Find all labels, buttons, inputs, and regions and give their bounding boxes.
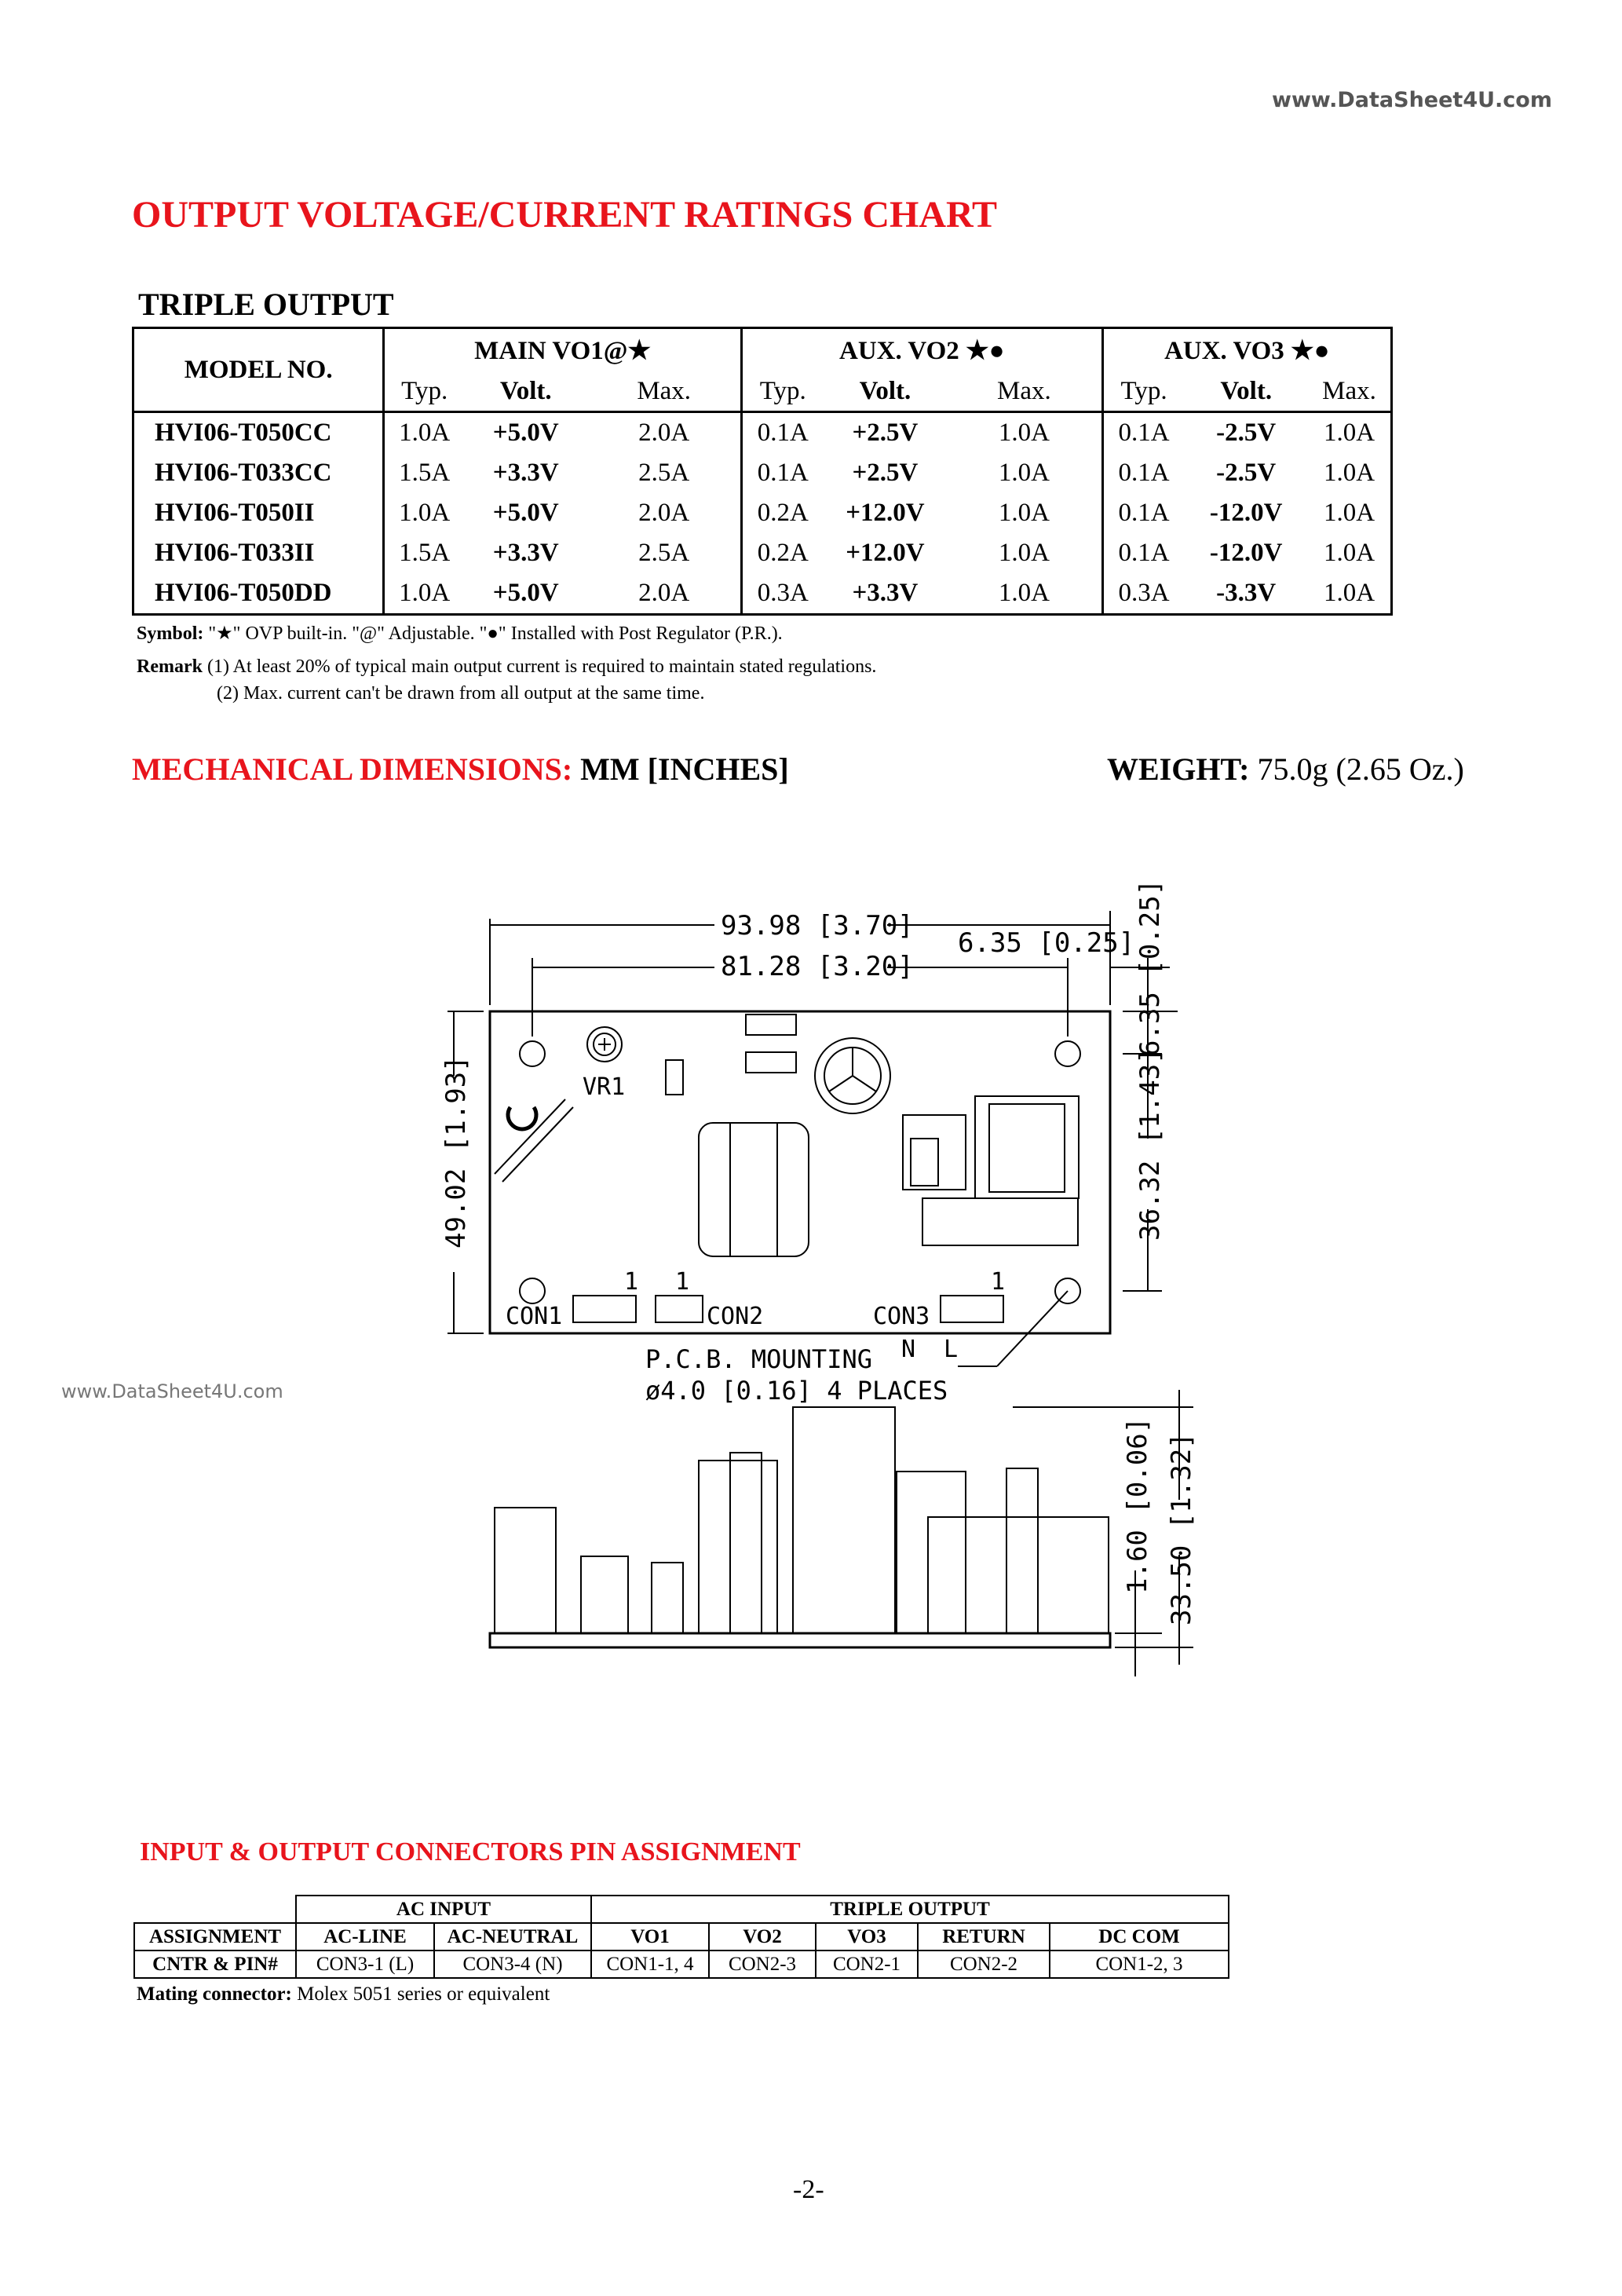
table-row bbox=[133, 573, 1392, 615]
value-cell: 1.0A bbox=[947, 453, 1102, 493]
assignment-cell: VO2 bbox=[709, 1923, 816, 1951]
pin1-label: 1 bbox=[991, 1268, 1006, 1296]
pin-cell: CNTR & PIN# bbox=[134, 1951, 296, 1978]
value-cell: +3.3V bbox=[492, 539, 559, 567]
sub-typ: Typ. bbox=[384, 371, 464, 412]
pin1-label: 1 bbox=[624, 1268, 639, 1296]
value-cell: +5.0V bbox=[492, 419, 559, 447]
sub-volt: Volt. bbox=[1184, 371, 1308, 412]
ratings-subtitle: TRIPLE OUTPUT bbox=[138, 287, 394, 322]
mechanical-title-red: MECHANICAL DIMENSIONS: bbox=[132, 751, 581, 787]
weight-label: WEIGHT: bbox=[1107, 751, 1258, 787]
value-cell: +3.3V bbox=[492, 459, 559, 487]
mechanical-units: MM [INCHES] bbox=[580, 751, 789, 787]
pcb-side-outline bbox=[490, 1633, 1110, 1647]
table-row bbox=[133, 453, 1392, 493]
assignment-cell: ASSIGNMENT bbox=[134, 1923, 296, 1951]
value-cell: 2.0A bbox=[588, 573, 742, 615]
value-cell: +2.5V bbox=[852, 459, 919, 487]
weight bbox=[1107, 751, 1464, 788]
con2-label: CON2 bbox=[707, 1303, 764, 1330]
drawing-lines bbox=[448, 911, 1193, 1676]
con3-label: CON3 bbox=[873, 1303, 930, 1330]
value-cell: 0.1A bbox=[1102, 493, 1184, 533]
mounting-label: P.C.B. MOUNTING bbox=[645, 1344, 872, 1374]
assignment-cell: VO1 bbox=[591, 1923, 709, 1951]
pcb-top-outline bbox=[490, 1011, 1110, 1333]
dim-width-label: 93.98 [3.70] bbox=[721, 910, 914, 941]
value-cell: 0.1A bbox=[741, 412, 823, 454]
page-number: -2- bbox=[793, 2175, 824, 2204]
watermark-side: www.DataSheet4U.com bbox=[61, 1380, 283, 1402]
mounting-spec: ø4.0 [0.16] 4 PLACES bbox=[645, 1376, 948, 1406]
sub-max: Max. bbox=[1308, 371, 1392, 412]
value-cell: 2.5A bbox=[588, 533, 742, 573]
empty-cell bbox=[134, 1896, 296, 1923]
n-label: N bbox=[901, 1336, 916, 1363]
inductor-top bbox=[699, 1123, 809, 1256]
ratings-table bbox=[132, 327, 1393, 616]
value-cell: 0.1A bbox=[741, 453, 823, 493]
value-cell: 0.2A bbox=[741, 493, 823, 533]
sub-typ: Typ. bbox=[1102, 371, 1184, 412]
assignment-cell: AC-LINE bbox=[296, 1923, 434, 1951]
value-cell: -12.0V bbox=[1209, 499, 1283, 527]
sub-volt: Volt. bbox=[824, 371, 948, 412]
remark-1: (1) At least 20% of typical main output current is required to maintain stated regulations. bbox=[202, 656, 877, 677]
table-row bbox=[133, 533, 1392, 573]
sub-volt: Volt. bbox=[464, 371, 588, 412]
value-cell: 0.1A bbox=[1102, 412, 1184, 454]
ac-input-header: AC INPUT bbox=[296, 1896, 591, 1923]
model-cell: HVI06-T050DD bbox=[133, 573, 384, 615]
model-cell: HVI06-T050CC bbox=[133, 412, 384, 454]
value-cell: 0.1A bbox=[1102, 453, 1184, 493]
value-cell: 1.0A bbox=[947, 493, 1102, 533]
value-cell: 1.0A bbox=[1308, 573, 1392, 615]
capacitor-side bbox=[793, 1407, 895, 1633]
dim-hole-vspan-label: 36.32 [1.43] bbox=[1134, 1047, 1166, 1241]
value-cell: 1.0A bbox=[1308, 533, 1392, 573]
remark-2: (2) Max. current can't be drawn from all output at the same time. bbox=[217, 683, 705, 704]
dim-pcb-label: 1.60 [0.06] bbox=[1122, 1417, 1153, 1594]
symbol-label: Symbol: bbox=[137, 623, 204, 644]
value-cell: 0.3A bbox=[1102, 573, 1184, 615]
mechanical-drawing bbox=[416, 879, 1201, 1680]
value-cell: 1.0A bbox=[1308, 453, 1392, 493]
pin-cell: CON3-4 (N) bbox=[434, 1951, 591, 1978]
group-aux-vo3: AUX. VO3 ★● bbox=[1102, 328, 1391, 372]
mating-label: Mating connector: bbox=[137, 1983, 292, 2005]
symbol-text: "★" OVP built-in. "@" Adjustable. "●" Installed with Post Regulator (P.R.). bbox=[203, 623, 783, 644]
value-cell: 1.0A bbox=[384, 412, 464, 454]
value-cell: -12.0V bbox=[1209, 539, 1283, 567]
value-cell: +5.0V bbox=[492, 499, 559, 527]
con1-label: CON1 bbox=[506, 1303, 563, 1330]
con2-connector bbox=[656, 1296, 703, 1322]
pin1-label: 1 bbox=[675, 1268, 690, 1296]
dim-total-height-label: 33.50 [1.32] bbox=[1166, 1432, 1197, 1625]
model-cell: HVI06-T033CC bbox=[133, 453, 384, 493]
assignment-cell: VO3 bbox=[816, 1923, 918, 1951]
value-cell: +12.0V bbox=[846, 499, 925, 527]
assignment-cell: AC-NEUTRAL bbox=[434, 1923, 591, 1951]
mount-hole bbox=[1055, 1041, 1080, 1066]
pin-cell: CON2-2 bbox=[918, 1951, 1050, 1978]
value-cell: 1.5A bbox=[384, 453, 464, 493]
inductor-side bbox=[699, 1461, 777, 1633]
sub-max: Max. bbox=[588, 371, 742, 412]
value-cell: 1.0A bbox=[384, 493, 464, 533]
group-aux-vo2: AUX. VO2 ★● bbox=[741, 328, 1102, 372]
table-row bbox=[134, 1923, 1229, 1951]
value-cell: +3.3V bbox=[824, 573, 948, 615]
value-cell: 0.2A bbox=[741, 533, 823, 573]
value-cell: -2.5V bbox=[1216, 419, 1277, 447]
value-cell: 1.0A bbox=[947, 573, 1102, 615]
weight-value: 75.0g (2.65 Oz.) bbox=[1257, 751, 1464, 787]
remark-note bbox=[137, 656, 876, 678]
value-cell: 0.1A bbox=[1102, 533, 1184, 573]
watermark-top: www.DataSheet4U.com bbox=[1272, 88, 1552, 112]
value-cell: 1.5A bbox=[384, 533, 464, 573]
dim-hole-span-label: 81.28 [3.20] bbox=[721, 951, 914, 982]
group-main-vo1: MAIN VO1@★ bbox=[384, 328, 742, 372]
sub-max: Max. bbox=[947, 371, 1102, 412]
value-cell: 2.0A bbox=[588, 412, 742, 454]
mating-text: Molex 5051 series or equivalent bbox=[291, 1983, 550, 2005]
dim-height-label: 49.02 [1.93] bbox=[440, 1055, 472, 1249]
con1-connector bbox=[573, 1296, 636, 1322]
value-cell: 1.0A bbox=[384, 573, 464, 615]
transformer-top bbox=[975, 1096, 1079, 1198]
value-cell: 1.0A bbox=[947, 533, 1102, 573]
value-cell: +2.5V bbox=[852, 419, 919, 447]
value-cell: -2.5V bbox=[1216, 459, 1277, 487]
model-header: MODEL NO. bbox=[133, 328, 384, 412]
value-cell: 0.3A bbox=[741, 573, 823, 615]
sub-typ: Typ. bbox=[741, 371, 823, 412]
dim-hole-offset-label: 6.35 [0.25] bbox=[958, 927, 1135, 959]
remark-label: Remark bbox=[137, 656, 203, 677]
ratings-title: OUTPUT VOLTAGE/CURRENT RATINGS CHART bbox=[132, 194, 998, 236]
value-cell: +5.0V bbox=[464, 573, 588, 615]
mating-note bbox=[137, 1983, 550, 2005]
triple-output-header: TRIPLE OUTPUT bbox=[591, 1896, 1229, 1923]
dim-side-top-label: 6.35 [0.25] bbox=[1134, 879, 1166, 1056]
symbol-note bbox=[137, 622, 783, 645]
con3-connector bbox=[941, 1296, 1003, 1322]
value-cell: +12.0V bbox=[846, 539, 925, 567]
pin-cell: CON1-1, 4 bbox=[591, 1951, 709, 1978]
value-cell: 2.5A bbox=[588, 453, 742, 493]
table-row bbox=[133, 412, 1392, 454]
value-cell: -3.3V bbox=[1184, 573, 1308, 615]
pin-cell: CON2-1 bbox=[816, 1951, 918, 1978]
mount-hole bbox=[520, 1278, 545, 1303]
table-row bbox=[133, 493, 1392, 533]
assignment-cell: DC COM bbox=[1050, 1923, 1229, 1951]
pin-cell: CON2-3 bbox=[709, 1951, 816, 1978]
connectors-title: INPUT & OUTPUT CONNECTORS PIN ASSIGNMENT bbox=[140, 1837, 801, 1866]
mount-hole bbox=[520, 1041, 545, 1066]
table-row bbox=[134, 1951, 1229, 1978]
mechanical-title bbox=[132, 751, 789, 788]
connectors-table bbox=[133, 1895, 1229, 1979]
value-cell: 1.0A bbox=[947, 412, 1102, 454]
l-label: L bbox=[944, 1336, 959, 1363]
pin-cell: CON1-2, 3 bbox=[1050, 1951, 1229, 1978]
pin-cell: CON3-1 (L) bbox=[296, 1951, 434, 1978]
value-cell: 2.0A bbox=[588, 493, 742, 533]
value-cell: 1.0A bbox=[1308, 493, 1392, 533]
assignment-cell: RETURN bbox=[918, 1923, 1050, 1951]
model-cell: HVI06-T050II bbox=[133, 493, 384, 533]
vr1-label: VR1 bbox=[583, 1073, 626, 1101]
model-cell: HVI06-T033II bbox=[133, 533, 384, 573]
value-cell: 1.0A bbox=[1308, 412, 1392, 454]
